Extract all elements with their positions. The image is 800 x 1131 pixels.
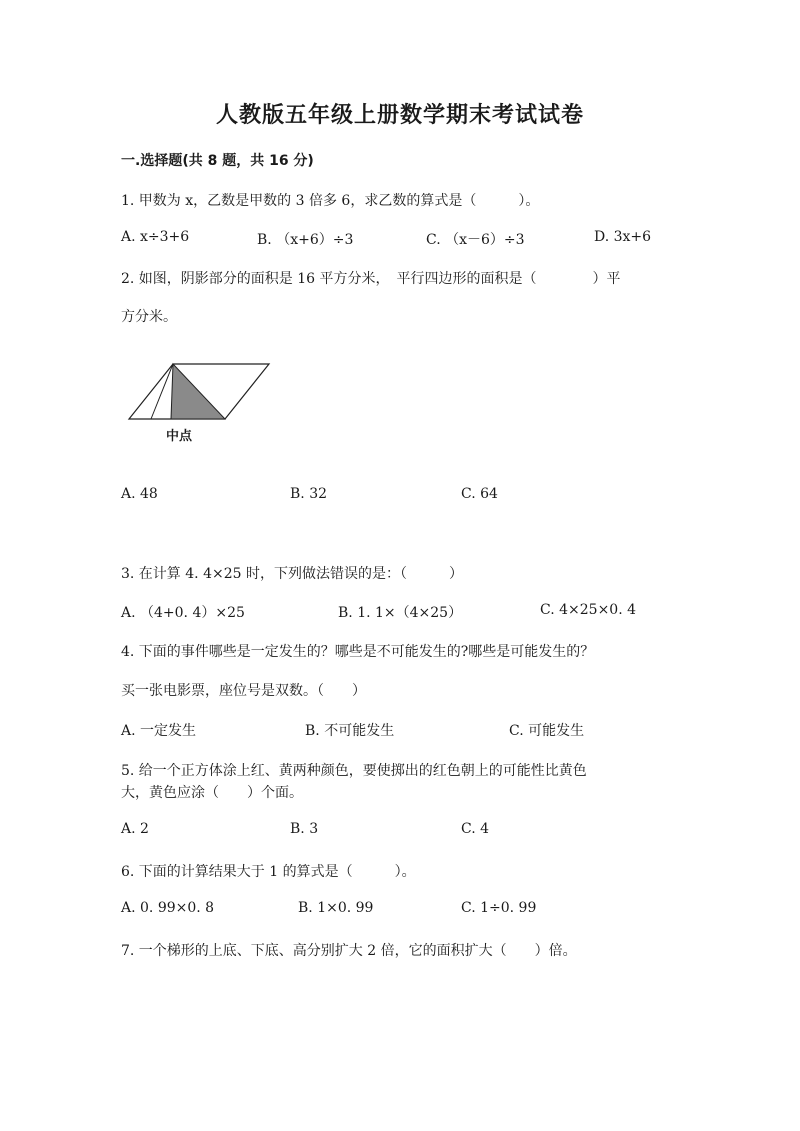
question-2-line-2: 方分米。 bbox=[121, 309, 177, 325]
q1-option-a: A. x÷3+6 bbox=[121, 229, 190, 245]
q6-option-c: C. 1÷0. 99 bbox=[461, 900, 537, 916]
question-4-line-2: 买一张电影票，座位号是双数。（ ） bbox=[121, 683, 366, 699]
q6-option-a: A. 0. 99×0. 8 bbox=[121, 900, 215, 916]
parallelogram-figure bbox=[121, 354, 271, 446]
q5-option-a: A. 2 bbox=[121, 821, 149, 837]
question-5-line-1: 5. 给一个正方体涂上红、黄两种颜色，要使掷出的红色朝上的可能性比黄色 bbox=[121, 763, 587, 779]
page-title: 人教版五年级上册数学期末考试试卷 bbox=[215, 102, 584, 128]
q5-option-b: B. 3 bbox=[290, 821, 319, 837]
question-6: 6. 下面的计算结果大于 1 的算式是（ ）。 bbox=[121, 864, 416, 880]
q2-option-a: A. 48 bbox=[121, 486, 158, 502]
q4-option-b: B. 不可能发生 bbox=[305, 723, 395, 739]
question-1: 1. 甲数为 x，乙数是甲数的 3 倍多 6，求乙数的算式是（ ）。 bbox=[121, 193, 540, 209]
q1-option-b: B. （x+6）÷3 bbox=[257, 232, 354, 248]
q1-option-d: D. 3x+6 bbox=[594, 229, 652, 245]
q3-option-c: C. 4×25×0. 4 bbox=[540, 602, 637, 618]
q2-option-b: B. 32 bbox=[290, 486, 328, 502]
q4-option-c: C. 可能发生 bbox=[509, 723, 585, 739]
question-4-line-1: 4. 下面的事件哪些是一定发生的？哪些是不可能发生的?哪些是可能发生的？ bbox=[121, 644, 595, 660]
section-heading: 一.选择题(共 8 题，共 16 分) bbox=[121, 153, 314, 169]
q3-option-a: A. （4+0. 4）×25 bbox=[121, 605, 245, 621]
question-5-line-2: 大，黄色应涂（ ）个面。 bbox=[121, 785, 303, 801]
q1-option-c: C. （x－6）÷3 bbox=[426, 232, 525, 248]
question-2-line-1: 2. 如图，阴影部分的面积是 16 平方分米， 平行四边形的面积是（ ）平 bbox=[121, 271, 621, 287]
midpoint-label: 中点 bbox=[166, 429, 193, 444]
q4-option-a: A. 一定发生 bbox=[121, 723, 197, 739]
question-7: 7. 一个梯形的上底、下底、高分别扩大 2 倍，它的面积扩大（ ）倍。 bbox=[121, 943, 577, 959]
q2-option-c: C. 64 bbox=[461, 486, 498, 502]
q6-option-b: B. 1×0. 99 bbox=[298, 900, 374, 916]
q3-option-b: B. 1. 1×（4×25） bbox=[338, 605, 463, 621]
q5-option-c: C. 4 bbox=[461, 821, 490, 837]
question-3: 3. 在计算 4. 4×25 时，下列做法错误的是：（ ） bbox=[121, 566, 463, 582]
